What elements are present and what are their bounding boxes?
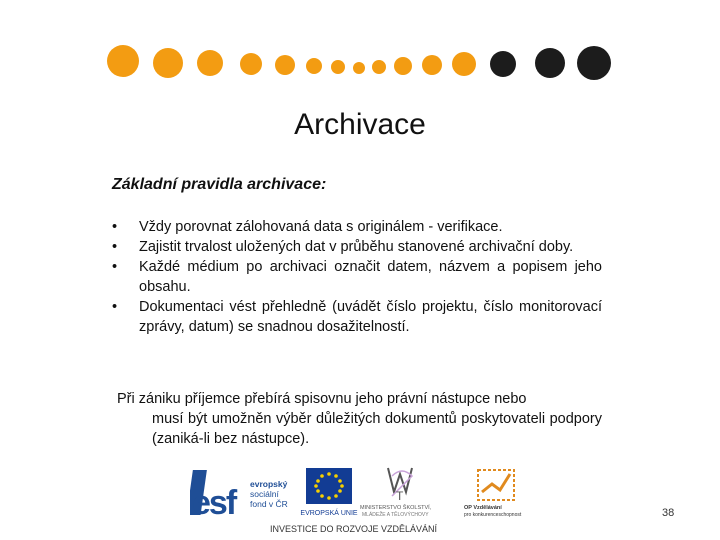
esf-line: evropský [250, 479, 288, 489]
list-item [112, 237, 602, 257]
esf-line: sociální [250, 489, 279, 499]
bullet-icon: • [112, 259, 118, 275]
list-item [112, 217, 602, 237]
dot [535, 48, 565, 78]
dot [275, 55, 295, 75]
dot [197, 50, 223, 76]
dot [452, 52, 476, 76]
svg-text:esf: esf [192, 484, 236, 522]
paragraph-line-first: Při zániku příjemce přebírá spisovnu jeho právní nástupce nebo [117, 391, 527, 407]
tagline: INVESTICE DO ROZVOJE VZDĚLÁVÁNÍ [270, 524, 438, 534]
dot [240, 53, 262, 75]
dot [331, 60, 345, 74]
bullet-icon: • [112, 299, 118, 315]
dot [422, 55, 442, 75]
op-line: OP Vzdělávání [464, 505, 502, 511]
list-item-text: Zajistit trvalost uložených dat v průběhu stanovené archivační doby. [139, 239, 574, 255]
section-subtitle: Základní pravidla archivace: [112, 176, 327, 193]
dot [107, 45, 139, 77]
esf-logo [190, 470, 288, 522]
dot [372, 60, 386, 74]
decorative-dot-band [0, 0, 720, 100]
bullet-icon: • [112, 219, 118, 235]
list-item-text: Každé médium po archivaci označit datem, názvem a popisem jeho obsahu. [139, 259, 602, 295]
dot [394, 57, 412, 75]
paragraph-continuation: musí být umožněn výběr důležitých dokumentů poskytovateli podpory (zaniká-li bez nástupce). [152, 411, 602, 447]
rules-list [112, 217, 602, 337]
eu-flag-logo [300, 468, 358, 517]
dot [577, 46, 611, 80]
svg-text:T: T [396, 489, 404, 503]
op-logo [464, 470, 522, 518]
successor-paragraph [117, 389, 602, 449]
funding-logos-strip [190, 462, 535, 540]
dot [306, 58, 322, 74]
dot [353, 62, 365, 74]
dot [153, 48, 183, 78]
msmt-logo [360, 468, 432, 518]
msmt-line: MLÁDEŽE A TĚLOVÝCHOVY [362, 512, 429, 518]
list-item [112, 297, 602, 337]
msmt-line: MINISTERSTVO ŠKOLSTVÍ, [360, 505, 432, 511]
dot [490, 51, 516, 77]
esf-line: fond v ČR [250, 499, 288, 509]
list-item [112, 257, 602, 297]
eu-label: EVROPSKÁ UNIE [300, 510, 358, 517]
page-number: 38 [662, 507, 675, 519]
list-item-text: Vždy porovnat zálohovaná data s originálem - verifikace. [139, 219, 503, 235]
bullet-icon: • [112, 239, 118, 255]
slide-title: Archivace [294, 108, 426, 141]
op-line: pro konkurenceschopnost [464, 512, 522, 518]
list-item-text: Dokumentaci vést přehledně (uvádět číslo projektu, číslo monitorovací zprávy, datum) se snadnou dosažitelností. [139, 299, 602, 335]
